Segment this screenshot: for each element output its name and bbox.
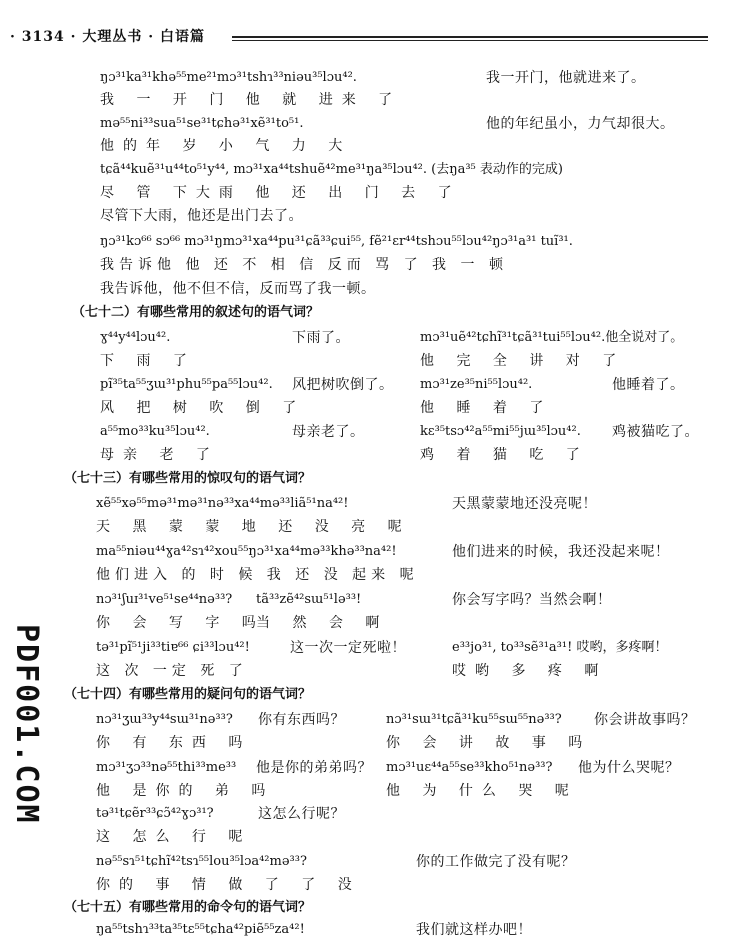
phonetic-line: mɔ³¹ze³⁵ni⁵⁵lɔu⁴².: [420, 377, 533, 392]
phonetic-line: tɕã⁴⁴kuẽ³¹u⁴⁴to⁵¹y⁴⁴, mɔ³¹xa⁴⁴tshuẽ⁴²me³¹ŋa³⁵lɔu⁴². (去ŋa³⁵ 表动作的完成): [100, 162, 563, 177]
gloss-line: 下 雨 了: [100, 353, 196, 369]
phonetic-line: a⁵⁵mo³³ku³⁵lɔu⁴².: [100, 424, 210, 439]
translation-line: 我们就这样办吧！: [416, 922, 532, 938]
watermark: PDF001.COM: [9, 624, 44, 825]
translation-line: 他睡着了。: [612, 377, 685, 393]
translation-line: 你的工作做完了没有呢？: [416, 854, 576, 870]
gloss-line: 他 为 什么 哭 呢: [386, 783, 578, 799]
phonetic-line: tã³³zẽ⁴²sɯ⁵¹lə³³!: [256, 592, 362, 607]
running-header: · 3134 · 大理丛书 · 白语篇: [10, 29, 205, 45]
translation-line: 鸡被猫吃了。: [612, 424, 699, 440]
gloss-line: 他的年 岁 小 气 力 大: [100, 138, 352, 154]
phonetic-line: ŋa⁵⁵tshɿ³³ta³⁵tɛ⁵⁵tɕha⁴²piẽ⁵⁵za⁴²!: [96, 922, 305, 937]
phonetic-line: nɔ³¹ʃuɪ³¹ve⁵¹se⁴⁴nə³³?: [96, 592, 233, 607]
translation-line: 他为什么哭呢？: [578, 760, 680, 776]
gloss-line: 我 一 开 门 他 就 进来 了: [100, 92, 402, 108]
gloss-line: 鸡 着 猫 吃 了: [420, 447, 589, 463]
translation-line: 他是你的弟弟吗？: [256, 760, 372, 776]
translation-line: 你会讲故事吗？: [594, 712, 696, 728]
gloss-line: 这 怎么 行 呢: [96, 829, 252, 845]
gloss-line: 你 会 讲 故 事 吗: [386, 735, 592, 751]
gloss-line: 你 会 写 字 吗: [96, 615, 265, 631]
section-heading-74: （七十四）有哪些常用的疑问句的语气词？: [64, 687, 312, 702]
phonetic-line: ma⁵⁵niəu⁴⁴ɣa⁴²sɿ⁴²xou⁵⁵ŋɔ³¹xa⁴⁴mə³³khə³³na⁴²!: [96, 544, 397, 559]
gloss-line: 哎哟 多 疼 啊: [452, 663, 608, 679]
gloss-line: 当 然 会 啊: [256, 615, 389, 631]
phonetic-line: ŋɔ³¹kɔ⁶⁶ sɔ⁶⁶ mɔ³¹ŋmɔ³¹xa⁴⁴pu³¹ɕã³³ɕui⁵⁵, fẽ²¹ɛr⁴⁴tshɔu⁵⁵lɔu⁴²ŋɔ³¹a³¹ tuĩ³¹.: [100, 234, 573, 249]
phonetic-line: mɔ³¹uẽ⁴²tɕhĩ³¹tɕã³¹tui⁵⁵lɔu⁴².他全说对了。: [420, 330, 684, 345]
phonetic-line: tə³¹pĩ⁵¹ji³³tiɐ⁶⁶ ɕi³³lɔu⁴²!: [96, 640, 250, 655]
phonetic-line: ɣ⁴⁴y⁴⁴lɔu⁴².: [100, 330, 171, 345]
translation-line: 我一开门，他就进来了。: [486, 70, 646, 86]
phonetic-line: xẽ⁵⁵xə⁵⁵mə³¹mə³¹nə³³xa⁴⁴mə³³liã⁵¹na⁴²!: [96, 496, 349, 511]
phonetic-line: tə³¹tɕẽr³³ɕɔ̃⁴²ɣɔ³¹?: [96, 806, 214, 821]
translation-line: 尽管下大雨，他还是出门去了。: [100, 208, 303, 224]
phonetic-line: pĩ³⁵ta⁵⁵ʒɯ³¹phu⁵⁵pa⁵⁵lɔu⁴².: [100, 377, 273, 392]
gloss-line: 风 把 树 吹 倒 了: [100, 400, 306, 416]
phonetic-line: mɔ³¹uɛ⁴⁴a⁵⁵se³³kho⁵¹nə³³?: [386, 760, 553, 775]
translation-line: 他的年纪虽小，力气却很大。: [486, 116, 675, 132]
translation-line: 这一次一定死啦！: [290, 640, 406, 656]
gloss-line: 你的 事 情 做 了 了 没: [96, 877, 361, 893]
phonetic-line: kɛ³⁵tsɔ⁴²a⁵⁵mi⁵⁵jɯ³⁵lɔu⁴².: [420, 424, 581, 439]
phonetic-line: nɔ³¹sɯ³¹tɕã³¹ku⁵⁵sɯ⁵⁵nə³³?: [386, 712, 562, 727]
translation-line: 母亲老了。: [292, 424, 365, 440]
gloss-line: 母亲 老 了: [100, 447, 219, 463]
translation-line: 他们进来的时候，我还没起来呢！: [452, 544, 670, 560]
section-heading-73: （七十三）有哪些常用的惊叹句的语气词？: [64, 471, 312, 486]
phonetic-line: mə⁵⁵ni³³sua⁵¹se³¹tɕhə³¹xẽ³¹to⁵¹.: [100, 116, 304, 131]
translation-line: 风把树吹倒了。: [292, 377, 394, 393]
section-heading-72: （七十二）有哪些常用的叙述句的语气词？: [72, 305, 320, 320]
phonetic-line: ŋɔ³¹ka³¹khə⁵⁵me²¹mɔ³¹tshɿ³³niəu³⁵lɔu⁴².: [100, 70, 357, 85]
section-heading-75: （七十五）有哪些常用的命令句的语气词？: [64, 900, 312, 915]
phonetic-line: mɔ³¹ʒɔ³³nə⁵⁵thi³³me³³: [96, 760, 237, 775]
header-rule: [232, 36, 708, 38]
translation-line: 下雨了。: [292, 330, 350, 346]
gloss-line: 天 黑 蒙 蒙 地 还 没 亮 呢: [96, 519, 411, 535]
gloss-line: 尽 管 下大雨 他 还 出 门 去 了: [100, 185, 461, 201]
gloss-line: 这 次 一定 死 了: [96, 663, 248, 679]
translation-line: 你有东西吗？: [258, 712, 345, 728]
translation-line: 我告诉他，他不但不信，反而骂了我一顿。: [100, 281, 376, 297]
phonetic-line: nɔ³¹ʒɯ³³y⁴⁴sɯ³¹nə³³?: [96, 712, 233, 727]
translation-line: 这怎么行呢？: [258, 806, 345, 822]
gloss-line: 他 完 全 讲 对 了: [420, 353, 626, 369]
gloss-line: 他们进入 的 时 候 我 还 没 起来 呢: [96, 567, 419, 583]
phonetic-line: nə⁵⁵sɿ⁵¹tɕhĩ⁴²tsɿ⁵⁵lou³⁵lɔa⁴²mə³³?: [96, 854, 307, 869]
gloss-line: 你 有 东西 吗: [96, 735, 252, 751]
translation-line: 你会写字吗？当然会啊！: [452, 592, 612, 608]
gloss-line: 他 睡 着 了: [420, 400, 553, 416]
header-rule-thin: [232, 40, 708, 41]
gloss-line: 他 是你的 弟 吗: [96, 783, 275, 799]
phonetic-line: e³³jo³¹, to³³sẽ³¹a³¹! 哎哟，多疼啊！: [452, 640, 668, 655]
gloss-line: 我告诉他 他 还 不 相 信 反而 骂 了 我 一 顿: [100, 257, 508, 273]
translation-line: 天黑蒙蒙地还没亮呢！: [452, 496, 597, 512]
